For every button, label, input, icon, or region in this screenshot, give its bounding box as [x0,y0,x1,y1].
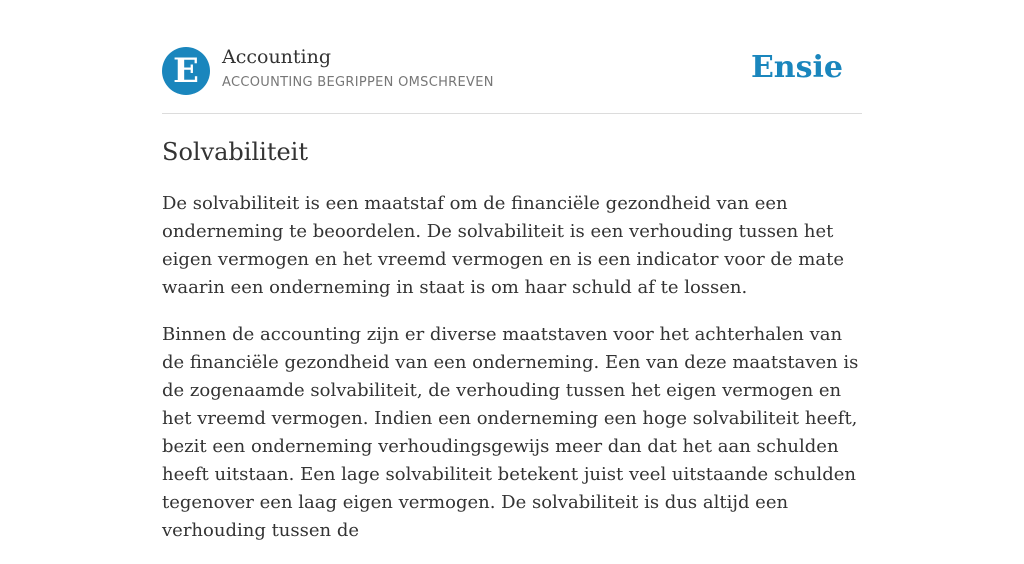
site-subtitle: ACCOUNTING BEGRIPPEN OMSCHREVEN [222,75,494,90]
article-body [162,190,862,564]
site-header [162,0,862,114]
site-logo-icon[interactable]: E [162,47,210,95]
content-container [162,0,862,541]
article-paragraph: Binnen de accounting zijn er diverse maatstaven voor het achterhalen van de financiële gezondheid van een onderneming. Een van deze maatstaven is de zogenaamde solvabiliteit, de verhouding tussen het eigen vermogen en het vreemd vermogen. Indien een onderneming een hoge solvabiliteit heeft, bezit een onderneming verhoudingsgewijs meer dan dat het aan schulden heeft uitstaan. Een lage solvabiliteit betekent juist veel uitstaande schulden tegenover een laag eigen vermogen. De solvabiliteit is dus altijd een verhouding tussen de [162,324,859,541]
article-paragraph: De solvabiliteit is een maatstaf om de financiële gezondheid van een onderneming te beoordelen. De solvabiliteit is een verhouding tussen het eigen vermogen en het vreemd vermogen en is een indicator voor de mate waarin een onderneming in staat is om haar schuld af te lossen. [162,193,844,298]
site-title[interactable]: Accounting [222,46,332,68]
article-title: Solvabiliteit [162,138,308,166]
brand-logo[interactable]: Ensie [750,50,843,85]
